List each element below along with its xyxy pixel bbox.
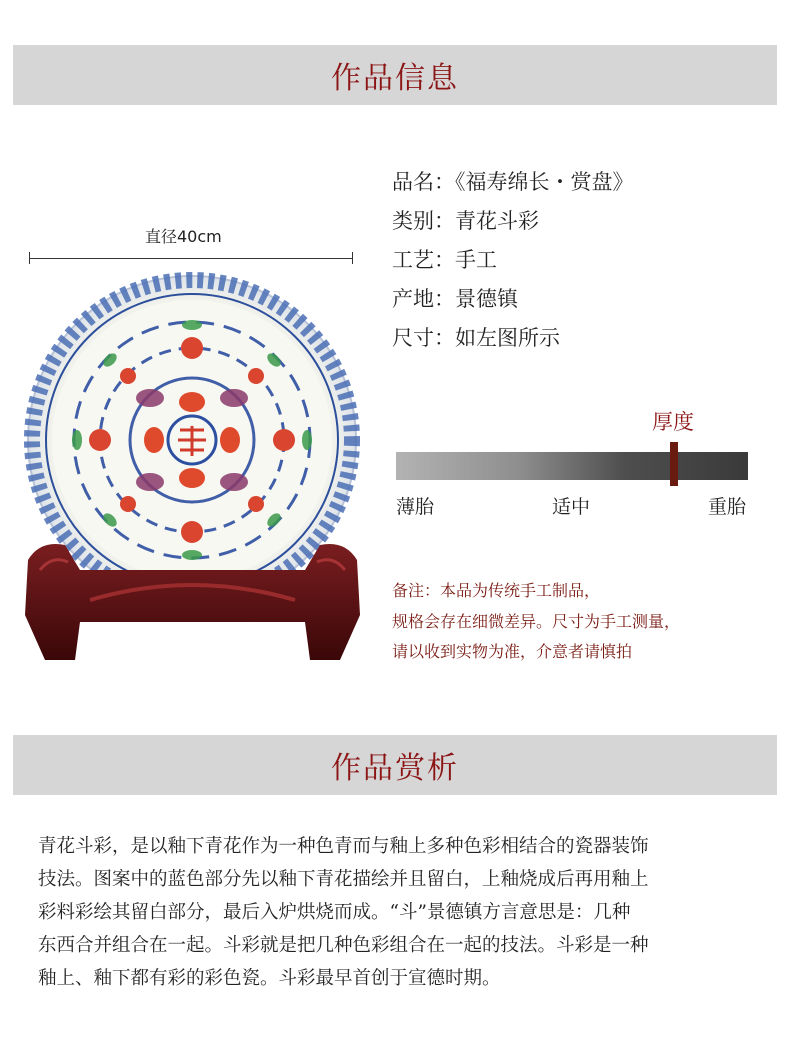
- section-title-info: 作品信息: [331, 61, 459, 96]
- appreciation-line: 青花斗彩，是以釉下青花作为一种色青而与釉上多种色彩相结合的瓷器装饰: [38, 836, 649, 857]
- plate-illustration: [20, 270, 365, 670]
- appreciation-paragraph: [38, 830, 754, 995]
- appreciation-line: 技法。图案中的蓝色部分先以釉下青花描绘并且留白，上釉烧成后再用釉上: [38, 869, 649, 890]
- thickness-marker: [670, 442, 678, 486]
- info-size: 尺寸：如左图所示: [392, 326, 560, 350]
- section-banner-info: [13, 45, 777, 105]
- info-category: 类别：青花斗彩: [392, 209, 539, 233]
- thickness-bar: [396, 452, 748, 480]
- note-line-1: 备注：本品为传统手工制品，: [392, 581, 601, 600]
- diameter-tick-right: [352, 252, 353, 264]
- thickness-label-heavy: 重胎: [708, 496, 747, 518]
- note-line-2: 规格会存在细微差异。尺寸为手工测量，: [392, 612, 681, 631]
- thickness-title: 厚度: [652, 410, 694, 434]
- thickness-label-thin: 薄胎: [396, 496, 435, 518]
- info-craft: 工艺：手工: [392, 248, 497, 272]
- appreciation-line: 东西合并组合在一起。斗彩就是把几种色彩组合在一起的技法。斗彩是一种: [38, 935, 649, 956]
- section-title-appreciation: 作品赏析: [331, 751, 459, 786]
- thickness-label-medium: 适中: [552, 496, 591, 518]
- info-product-name: 品名：《福寿绵长・赏盘》: [392, 170, 634, 194]
- diameter-label: 直径40cm: [145, 227, 222, 246]
- appreciation-line: 彩料彩绘其留白部分，最后入炉烘烧而成。“斗”景德镇方言意思是：几种: [38, 902, 631, 923]
- plate-product-image: [20, 270, 365, 670]
- diameter-tick-left: [29, 252, 30, 264]
- section-banner-appreciation: [13, 735, 777, 795]
- note-line-3: 请以收到实物为准，介意者请慎拍: [392, 642, 633, 661]
- diameter-line: [29, 258, 353, 259]
- info-origin: 产地：景德镇: [392, 287, 518, 311]
- appreciation-line: 釉上、釉下都有彩的彩色瓷。斗彩最早首创于宣德时期。: [38, 968, 501, 989]
